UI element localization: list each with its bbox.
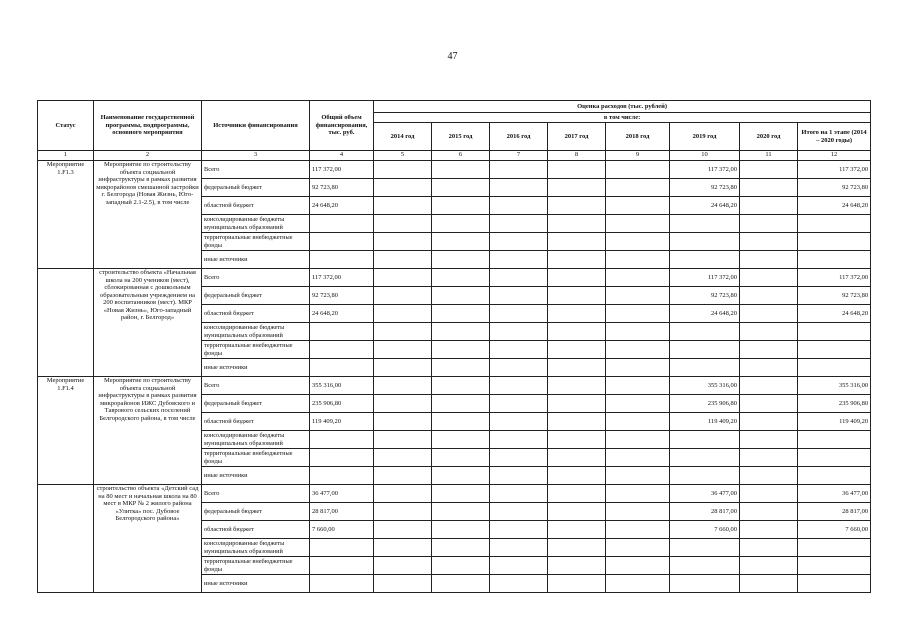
empty-cell (490, 449, 548, 467)
empty-cell (548, 377, 606, 395)
empty-cell (740, 485, 798, 503)
total-value: 355 316,00 (310, 377, 374, 395)
empty-cell (606, 485, 670, 503)
year-2019-value: 355 316,00 (670, 377, 740, 395)
empty-cell (606, 449, 670, 467)
empty-cell (310, 233, 374, 251)
empty-cell (798, 467, 871, 485)
stage-total-value: 117 372,00 (798, 161, 871, 179)
empty-cell (432, 287, 490, 305)
year-2019-value: 92 723,80 (670, 287, 740, 305)
empty-cell (310, 359, 374, 377)
column-number: 1 (38, 151, 94, 161)
empty-cell (374, 269, 432, 287)
empty-cell (798, 431, 871, 449)
empty-cell (490, 413, 548, 431)
header-year: 2019 год (670, 123, 740, 151)
total-value: 28 817,00 (310, 503, 374, 521)
empty-cell (670, 251, 740, 269)
empty-cell (548, 557, 606, 575)
column-number: 7 (490, 151, 548, 161)
empty-cell (740, 179, 798, 197)
stage-total-value: 7 660,00 (798, 521, 871, 539)
empty-cell (740, 377, 798, 395)
empty-cell (374, 305, 432, 323)
empty-cell (670, 359, 740, 377)
header-year: 2016 год (490, 123, 548, 151)
total-value: 119 409,20 (310, 413, 374, 431)
source-cell: Всего (202, 161, 310, 179)
empty-cell (432, 395, 490, 413)
column-number: 10 (670, 151, 740, 161)
empty-cell (490, 161, 548, 179)
empty-cell (310, 557, 374, 575)
empty-cell (374, 215, 432, 233)
empty-cell (606, 431, 670, 449)
stage-total-value: 355 316,00 (798, 377, 871, 395)
empty-cell (548, 485, 606, 503)
empty-cell (374, 359, 432, 377)
empty-cell (740, 269, 798, 287)
empty-cell (606, 197, 670, 215)
empty-cell (606, 413, 670, 431)
empty-cell (740, 575, 798, 593)
empty-cell (548, 341, 606, 359)
header-name: Наименование государственной программы, подпрограммы, основного мероприятия (94, 101, 202, 151)
source-cell: консолидированные бюджеты муниципальных образований (202, 215, 310, 233)
total-value: 92 723,80 (310, 179, 374, 197)
empty-cell (740, 341, 798, 359)
empty-cell (740, 197, 798, 215)
empty-cell (490, 521, 548, 539)
empty-cell (490, 305, 548, 323)
stage-total-value: 92 723,80 (798, 287, 871, 305)
empty-cell (606, 377, 670, 395)
empty-cell (740, 503, 798, 521)
header-estimate: Оценка расходов (тыс. рублей) (374, 101, 871, 113)
empty-cell (432, 557, 490, 575)
empty-cell (798, 323, 871, 341)
year-2019-value: 24 648,20 (670, 305, 740, 323)
empty-cell (374, 521, 432, 539)
header-year: 2014 год (374, 123, 432, 151)
empty-cell (374, 467, 432, 485)
empty-cell (432, 521, 490, 539)
column-number: 4 (310, 151, 374, 161)
header-year: 2017 год (548, 123, 606, 151)
empty-cell (490, 341, 548, 359)
empty-cell (374, 539, 432, 557)
empty-cell (798, 215, 871, 233)
empty-cell (374, 197, 432, 215)
year-2019-value: 119 409,20 (670, 413, 740, 431)
empty-cell (798, 575, 871, 593)
name-cell: строительство объекта «Начальная школа на 200 учеников (мест), сблокированная с дошкольным образовательным учреждением на 200 воспитанников (мест). МКР «Новая Жизнь», Юго-западный район, г. Белгород» (94, 269, 202, 377)
status-cell (38, 485, 94, 593)
page-number: 47 (447, 51, 458, 62)
empty-cell (548, 539, 606, 557)
column-number: 6 (432, 151, 490, 161)
empty-cell (310, 575, 374, 593)
empty-cell (740, 251, 798, 269)
total-value: 235 906,80 (310, 395, 374, 413)
empty-cell (548, 395, 606, 413)
empty-cell (548, 233, 606, 251)
empty-cell (548, 323, 606, 341)
source-cell: областной бюджет (202, 521, 310, 539)
empty-cell (432, 413, 490, 431)
empty-cell (798, 251, 871, 269)
column-number: 5 (374, 151, 432, 161)
empty-cell (432, 467, 490, 485)
name-cell: строительство объекта «Детский сад на 80 мест и начальная школа на 80 мест в МКР № 2 жилого района «Улитка» пос. Дубовое Белгородского района» (94, 485, 202, 593)
empty-cell (374, 233, 432, 251)
year-2019-value: 235 906,80 (670, 395, 740, 413)
empty-cell (310, 431, 374, 449)
empty-cell (490, 269, 548, 287)
empty-cell (798, 539, 871, 557)
empty-cell (432, 323, 490, 341)
stage-total-value: 36 477,00 (798, 485, 871, 503)
empty-cell (490, 323, 548, 341)
empty-cell (740, 323, 798, 341)
header-status: Статус (38, 101, 94, 151)
table-row (38, 269, 871, 287)
empty-cell (606, 341, 670, 359)
empty-cell (432, 359, 490, 377)
empty-cell (374, 287, 432, 305)
empty-cell (798, 557, 871, 575)
source-cell: консолидированные бюджеты муниципальных образований (202, 323, 310, 341)
empty-cell (606, 251, 670, 269)
empty-cell (606, 575, 670, 593)
empty-cell (606, 395, 670, 413)
stage-total-value: 24 648,20 (798, 197, 871, 215)
empty-cell (490, 215, 548, 233)
empty-cell (432, 269, 490, 287)
stage-total-value: 24 648,20 (798, 305, 871, 323)
table-row (38, 377, 871, 395)
empty-cell (374, 161, 432, 179)
source-cell: территориальные внебюджетные фонды (202, 449, 310, 467)
year-2019-value: 36 477,00 (670, 485, 740, 503)
source-cell: федеральный бюджет (202, 287, 310, 305)
empty-cell (606, 359, 670, 377)
empty-cell (374, 557, 432, 575)
year-2019-value: 7 660,00 (670, 521, 740, 539)
empty-cell (548, 215, 606, 233)
empty-cell (374, 449, 432, 467)
empty-cell (374, 485, 432, 503)
empty-cell (548, 449, 606, 467)
stage-total-value: 235 906,80 (798, 395, 871, 413)
empty-cell (740, 233, 798, 251)
status-cell: Мероприятие 1.F1.3 (38, 161, 94, 269)
empty-cell (670, 557, 740, 575)
table-row (38, 485, 871, 503)
header-year: 2015 год (432, 123, 490, 151)
empty-cell (740, 557, 798, 575)
empty-cell (670, 575, 740, 593)
year-2019-value: 92 723,80 (670, 179, 740, 197)
empty-cell (670, 467, 740, 485)
source-cell: федеральный бюджет (202, 395, 310, 413)
empty-cell (740, 305, 798, 323)
empty-cell (606, 323, 670, 341)
empty-cell (606, 305, 670, 323)
source-cell: консолидированные бюджеты муниципальных образований (202, 431, 310, 449)
source-cell: федеральный бюджет (202, 503, 310, 521)
empty-cell (310, 215, 374, 233)
empty-cell (490, 485, 548, 503)
empty-cell (606, 539, 670, 557)
empty-cell (374, 323, 432, 341)
total-value: 24 648,20 (310, 305, 374, 323)
empty-cell (606, 557, 670, 575)
empty-cell (670, 341, 740, 359)
empty-cell (490, 197, 548, 215)
column-number: 9 (606, 151, 670, 161)
empty-cell (432, 305, 490, 323)
year-2019-value: 117 372,00 (670, 269, 740, 287)
empty-cell (740, 359, 798, 377)
empty-cell (606, 269, 670, 287)
empty-cell (374, 575, 432, 593)
total-value: 117 372,00 (310, 269, 374, 287)
empty-cell (374, 503, 432, 521)
column-number: 2 (94, 151, 202, 161)
empty-cell (548, 431, 606, 449)
budget-table (37, 100, 871, 593)
empty-cell (490, 395, 548, 413)
empty-cell (548, 251, 606, 269)
empty-cell (548, 305, 606, 323)
empty-cell (606, 521, 670, 539)
empty-cell (432, 161, 490, 179)
stage-total-value: 28 817,00 (798, 503, 871, 521)
empty-cell (740, 431, 798, 449)
status-cell: Мероприятие 1.F1.4 (38, 377, 94, 485)
empty-cell (432, 503, 490, 521)
header-total: Общий объем финансирования, тыс. руб. (310, 101, 374, 151)
empty-cell (490, 179, 548, 197)
empty-cell (740, 539, 798, 557)
source-cell: областной бюджет (202, 197, 310, 215)
empty-cell (740, 467, 798, 485)
empty-cell (490, 251, 548, 269)
empty-cell (606, 179, 670, 197)
empty-cell (548, 197, 606, 215)
empty-cell (740, 521, 798, 539)
empty-cell (310, 323, 374, 341)
empty-cell (548, 521, 606, 539)
header-sources: Источники финансирования (202, 101, 310, 151)
source-cell: Всего (202, 485, 310, 503)
total-value: 24 648,20 (310, 197, 374, 215)
column-number: 8 (548, 151, 606, 161)
empty-cell (432, 377, 490, 395)
empty-cell (670, 449, 740, 467)
empty-cell (310, 467, 374, 485)
empty-cell (490, 287, 548, 305)
empty-cell (548, 161, 606, 179)
table-body (38, 161, 871, 593)
empty-cell (490, 503, 548, 521)
empty-cell (798, 233, 871, 251)
source-cell: территориальные внебюджетные фонды (202, 233, 310, 251)
empty-cell (432, 233, 490, 251)
stage-total-value: 117 372,00 (798, 269, 871, 287)
source-cell: территориальные внебюджетные фонды (202, 557, 310, 575)
column-number: 12 (798, 151, 871, 161)
header-year: 2020 год (740, 123, 798, 151)
empty-cell (310, 251, 374, 269)
empty-cell (374, 413, 432, 431)
source-cell: консолидированные бюджеты муниципальных образований (202, 539, 310, 557)
source-cell: областной бюджет (202, 305, 310, 323)
empty-cell (670, 539, 740, 557)
empty-cell (490, 377, 548, 395)
total-value: 117 372,00 (310, 161, 374, 179)
table-row (38, 161, 871, 179)
empty-cell (606, 233, 670, 251)
empty-cell (740, 215, 798, 233)
empty-cell (798, 359, 871, 377)
empty-cell (740, 413, 798, 431)
year-2019-value: 24 648,20 (670, 197, 740, 215)
empty-cell (670, 323, 740, 341)
empty-cell (670, 431, 740, 449)
source-cell: областной бюджет (202, 413, 310, 431)
empty-cell (374, 251, 432, 269)
empty-cell (310, 449, 374, 467)
empty-cell (740, 395, 798, 413)
empty-cell (374, 377, 432, 395)
empty-cell (310, 539, 374, 557)
empty-cell (670, 215, 740, 233)
source-cell: федеральный бюджет (202, 179, 310, 197)
source-cell: Всего (202, 269, 310, 287)
total-value: 36 477,00 (310, 485, 374, 503)
empty-cell (548, 467, 606, 485)
empty-cell (432, 431, 490, 449)
year-2019-value: 28 817,00 (670, 503, 740, 521)
empty-cell (740, 161, 798, 179)
total-value: 7 660,00 (310, 521, 374, 539)
empty-cell (490, 431, 548, 449)
empty-cell (670, 233, 740, 251)
empty-cell (606, 161, 670, 179)
source-cell: иные источники (202, 575, 310, 593)
empty-cell (548, 359, 606, 377)
name-cell: Мероприятие по строительству объекта социальной инфраструктуры в рамках развития микрорайонов смешанной застройки г. Белгорода (Новая Жизнь, Юго-западный 2.1-2.5), в том числе (94, 161, 202, 269)
empty-cell (432, 251, 490, 269)
empty-cell (374, 341, 432, 359)
total-value: 92 723,80 (310, 287, 374, 305)
empty-cell (374, 431, 432, 449)
status-cell (38, 269, 94, 377)
empty-cell (432, 197, 490, 215)
empty-cell (548, 503, 606, 521)
empty-cell (432, 449, 490, 467)
empty-cell (490, 233, 548, 251)
source-cell: иные источники (202, 359, 310, 377)
empty-cell (490, 575, 548, 593)
empty-cell (548, 287, 606, 305)
empty-cell (432, 485, 490, 503)
empty-cell (606, 287, 670, 305)
empty-cell (606, 467, 670, 485)
empty-cell (432, 539, 490, 557)
empty-cell (374, 179, 432, 197)
column-number: 3 (202, 151, 310, 161)
source-cell: Всего (202, 377, 310, 395)
empty-cell (432, 215, 490, 233)
column-number: 11 (740, 151, 798, 161)
source-cell: иные источники (202, 467, 310, 485)
header-incl: в том числе: (374, 113, 871, 123)
empty-cell (740, 449, 798, 467)
name-cell: Мероприятие по строительству объекта социальной инфраструктуры в рамках развития микрорайонов ИЖС Дубовского и Таврового сельских поселений Белгородского района, в том числе (94, 377, 202, 485)
empty-cell (606, 215, 670, 233)
empty-cell (490, 557, 548, 575)
column-numbers-row (38, 151, 871, 161)
empty-cell (798, 341, 871, 359)
source-cell: иные источники (202, 251, 310, 269)
stage-total-value: 119 409,20 (798, 413, 871, 431)
empty-cell (548, 179, 606, 197)
empty-cell (432, 575, 490, 593)
empty-cell (374, 395, 432, 413)
empty-cell (490, 539, 548, 557)
empty-cell (432, 341, 490, 359)
header-year: 2018 год (606, 123, 670, 151)
empty-cell (548, 269, 606, 287)
empty-cell (606, 503, 670, 521)
header-stage-total: Итого на 1 этапе (2014 – 2020 годы) (798, 123, 871, 151)
empty-cell (798, 449, 871, 467)
source-cell: территориальные внебюджетные фонды (202, 341, 310, 359)
empty-cell (432, 179, 490, 197)
empty-cell (310, 341, 374, 359)
stage-total-value: 92 723,80 (798, 179, 871, 197)
empty-cell (490, 359, 548, 377)
empty-cell (548, 575, 606, 593)
empty-cell (740, 287, 798, 305)
table-header (38, 101, 871, 161)
empty-cell (548, 413, 606, 431)
year-2019-value: 117 372,00 (670, 161, 740, 179)
empty-cell (490, 467, 548, 485)
